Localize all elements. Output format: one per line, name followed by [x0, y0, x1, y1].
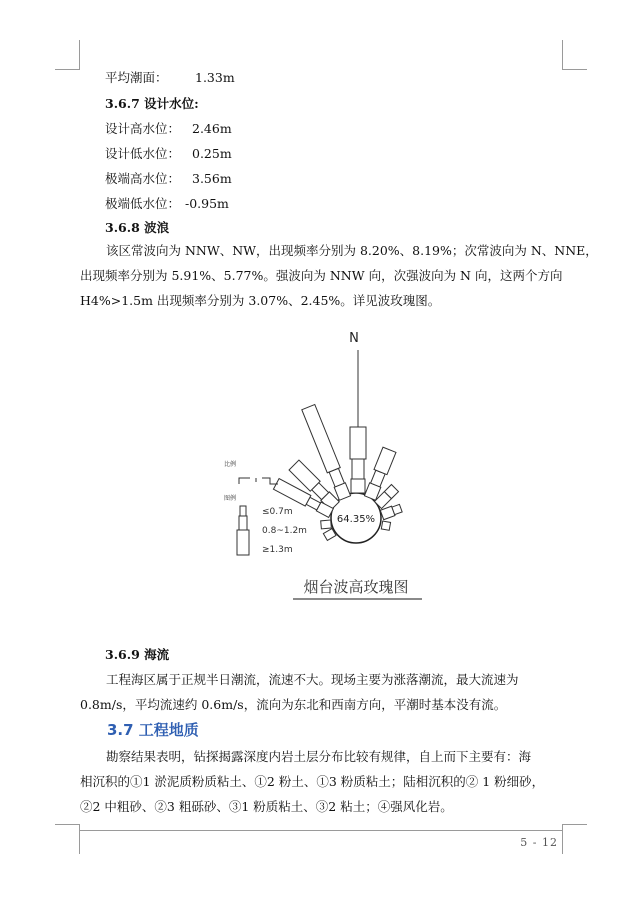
water-level-row — [105, 121, 232, 137]
corner-mark-bottom-left-v — [79, 824, 80, 854]
paragraph-line: 勘察结果表明，钻探揭露深度内岩土层分布比较有规律，自上而下主要有：海 — [106, 749, 532, 764]
legend-scale-bar — [239, 478, 278, 484]
tide-line — [105, 70, 235, 86]
legend-title: 图例 — [224, 495, 237, 502]
section-3-7-heading: 3.7 工程地质 — [107, 721, 199, 739]
water-level-label: 设计低水位： — [105, 146, 181, 161]
petal-e — [381, 521, 390, 530]
corner-mark-bottom-right-h — [562, 824, 587, 825]
paragraph-line: 该区常波向为 NNW、NW，出现频率分别为 8.20%、8.19%；次常波向为 N、NNE， — [106, 243, 598, 258]
legend-item: ≤0.7m — [262, 507, 293, 517]
legend-item: 0.8~1.2m — [262, 526, 307, 536]
water-level-value: 2.46m — [192, 121, 232, 136]
water-level-label: 极端高水位： — [105, 171, 181, 186]
water-level-value: 0.25m — [192, 146, 232, 161]
paragraph-line: 相沉积的①1 淤泥质粉质粘土、①2 粉土、①3 粉质粘土；陆相沉积的② 1 粉细砂， — [80, 774, 545, 789]
paragraph-line: 出现频率分别为 5.91%、5.77%。强波向为 NNW 向，次强波向为 N 向，这两个方向 — [80, 268, 563, 283]
paragraph-line: 0.8m/s，平均流速约 0.6m/s，流向为东北和西南方向，平潮时基本没有流。 — [80, 697, 507, 712]
calm-percentage: 64.35% — [336, 514, 376, 525]
water-level-row — [105, 171, 232, 187]
corner-mark-bottom-left-h — [55, 824, 80, 825]
tide-value: 1.33m — [195, 70, 235, 85]
section-3-6-9-heading: 3.6.9 海流 — [105, 647, 170, 662]
corner-mark-top-right-h — [562, 69, 587, 70]
water-level-row — [105, 196, 229, 212]
paragraph-line: 工程海区属于正规半日潮流，流速不大。现场主要为涨落潮流，最大流速为 — [106, 672, 519, 687]
corner-mark-bottom-right-v — [562, 824, 563, 854]
paragraph-line: ②2 中粗砂、②3 粗砾砂、③1 粉质粘土、③2 粘土；④强风化岩。 — [80, 799, 453, 814]
petal-w — [321, 520, 332, 529]
corner-mark-top-left-h — [55, 69, 80, 70]
petal-n — [350, 427, 366, 493]
north-label: N — [349, 331, 359, 346]
page-number: 5 - 12 — [520, 836, 558, 849]
wave-rose-figure — [0, 320, 640, 650]
water-level-label: 极端低水位： — [105, 196, 181, 211]
water-level-label: 设计高水位： — [105, 121, 181, 136]
water-level-value: 3.56m — [192, 171, 232, 186]
legend-symbol — [237, 506, 249, 555]
tide-label: 平均潮面： — [105, 70, 168, 85]
figure-caption: 烟台波高玫瑰图 — [303, 578, 409, 596]
section-3-6-8-heading: 3.6.8 波浪 — [105, 220, 170, 235]
water-level-row — [105, 146, 232, 162]
legend-scale-label: 比例 — [224, 461, 237, 468]
water-level-value: -0.95m — [185, 196, 229, 211]
corner-mark-top-right-v — [562, 40, 563, 70]
paragraph-line: H4%>1.5m 出现频率分别为 3.07%、2.45%。详见波玫瑰图。 — [80, 293, 441, 308]
legend-item: ≥1.3m — [262, 545, 293, 555]
corner-mark-top-left-v — [79, 40, 80, 70]
section-3-6-7-heading: 3.6.7 设计水位: — [105, 96, 199, 111]
footer-rule — [80, 830, 562, 831]
